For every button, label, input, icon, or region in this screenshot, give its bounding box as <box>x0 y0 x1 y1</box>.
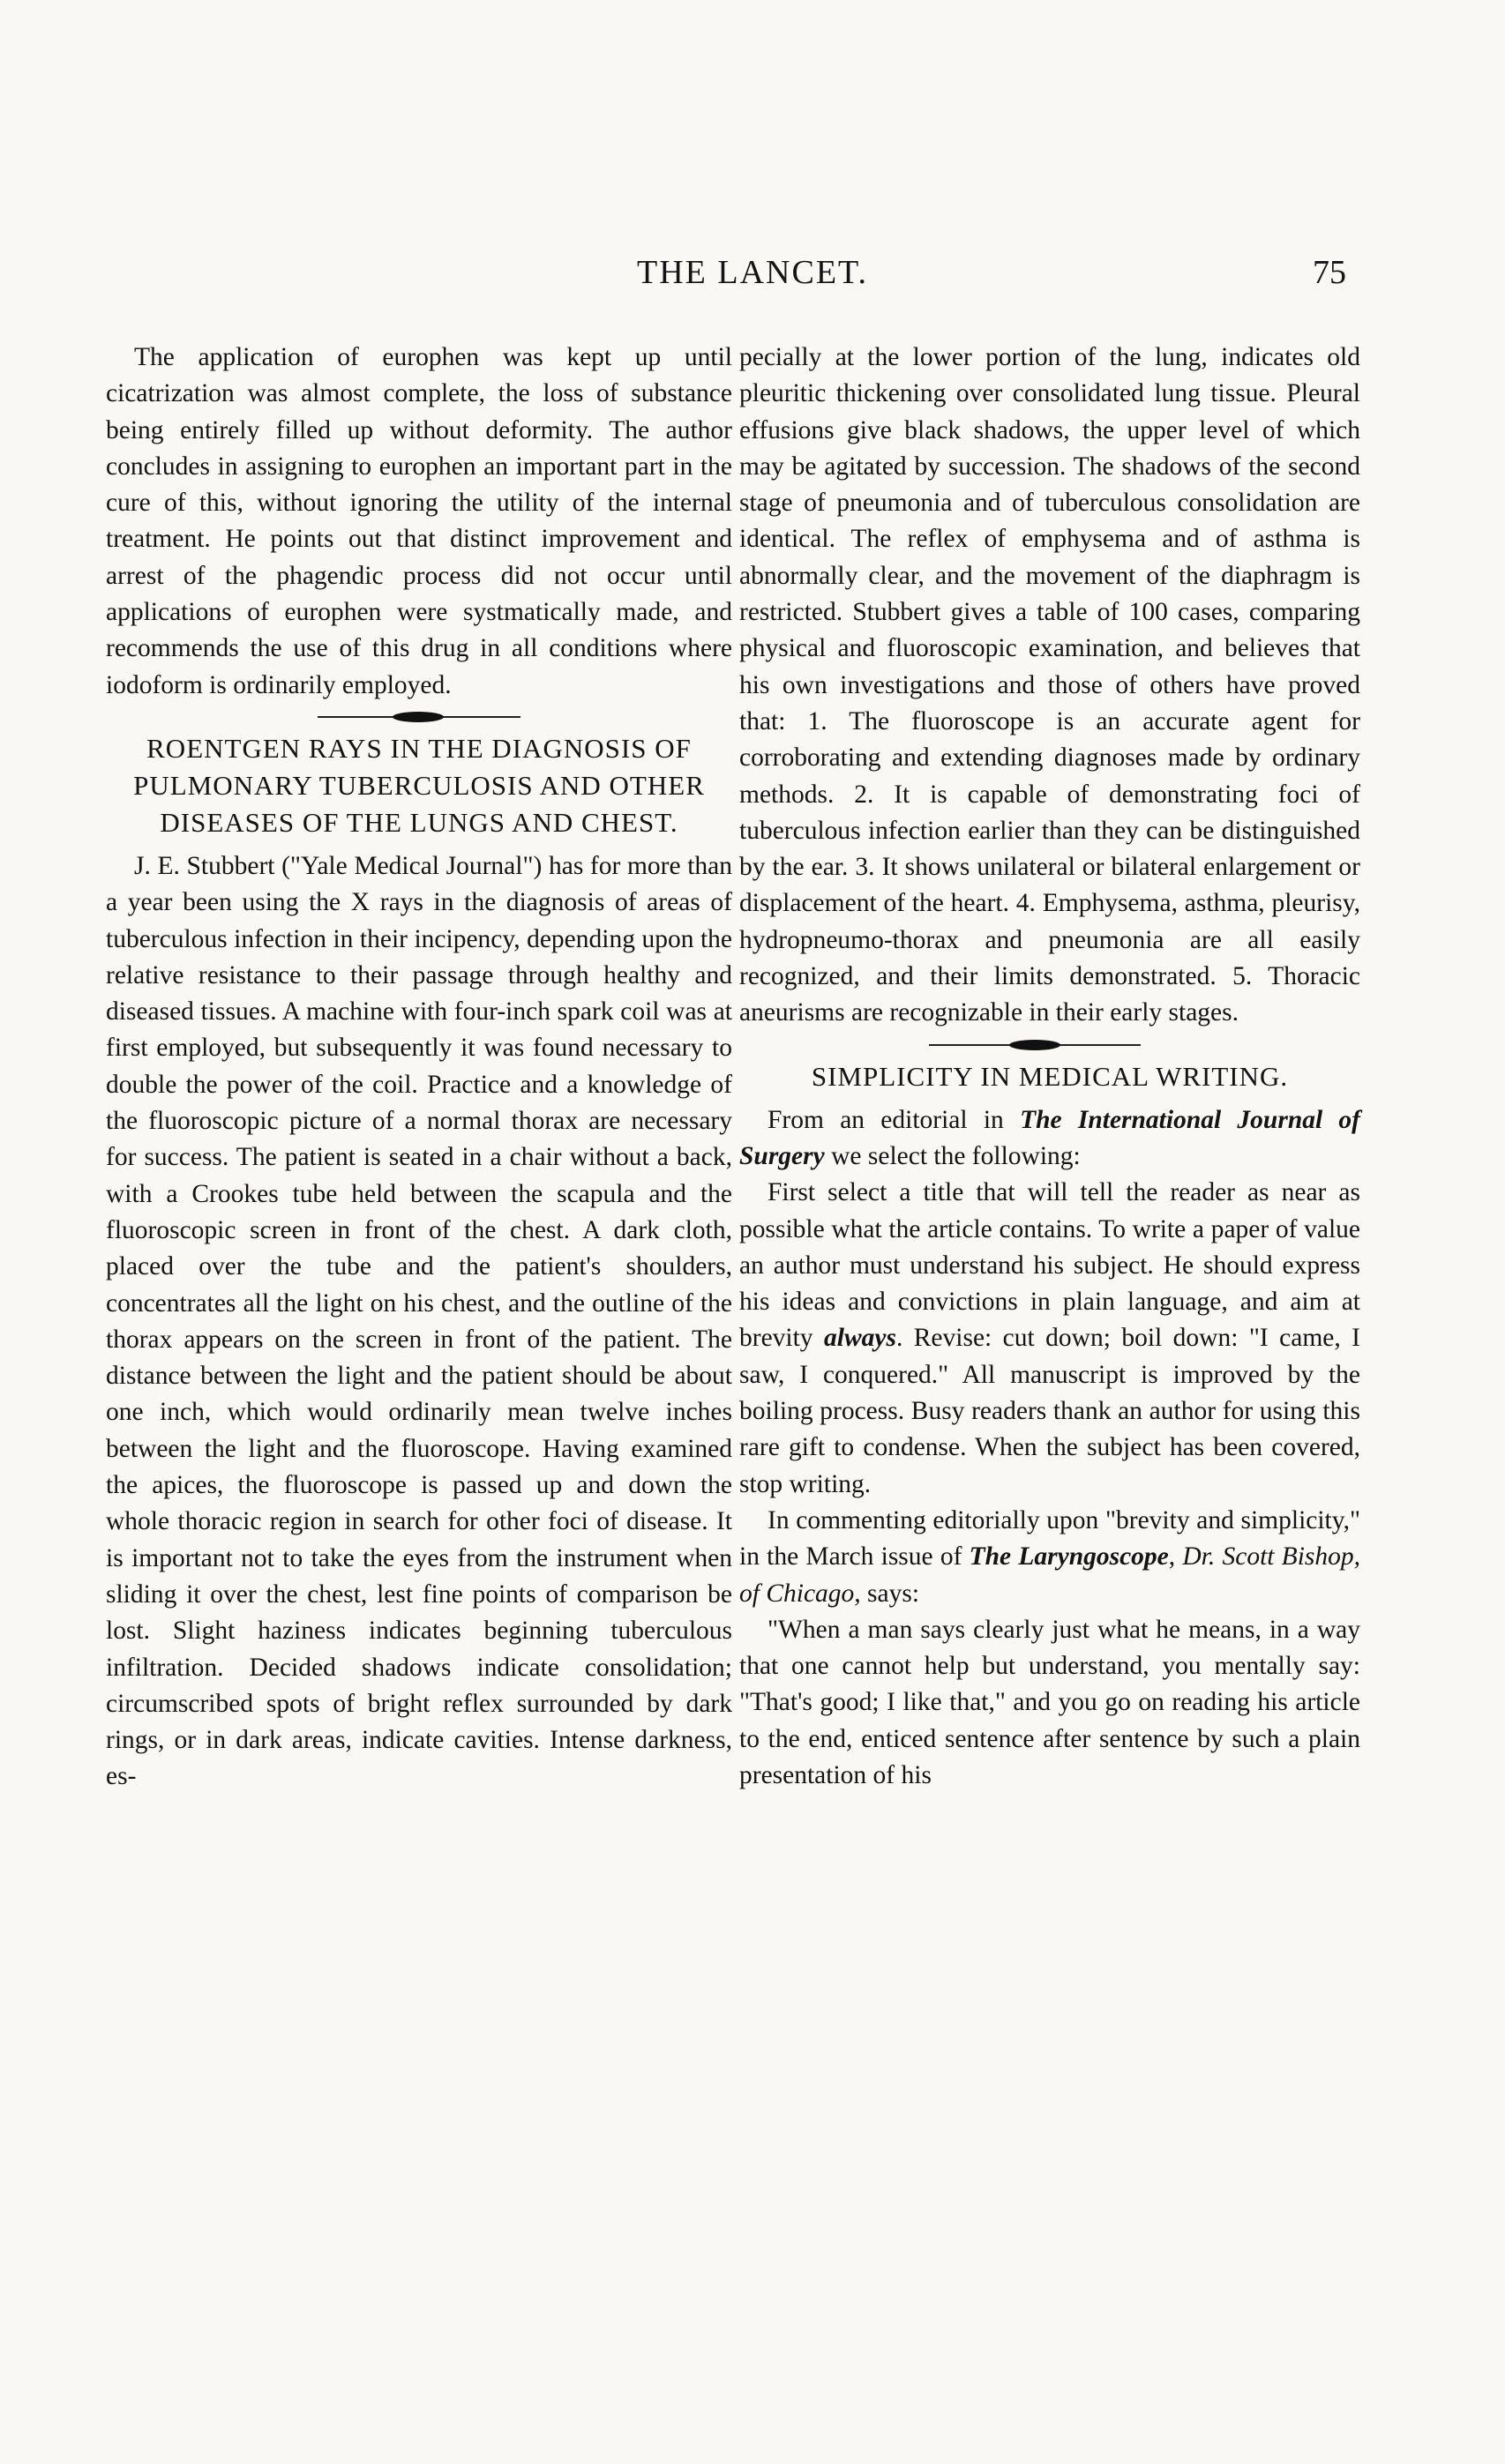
quote-paragraph: "When a man says clearly just what he means, in a way that one cannot help but understand, you mentally say: "That's good; I like that," and you go on reading his article to the end, enticed sentence after sentence by such a plain presentation of his <box>739 1615 1360 1789</box>
roentgen-heading: ROENTGEN RAYS IN THE DIAGNOSIS OF PULMONARY TUBERCULOSIS AND OTHER DISEASES OF THE LUNGS AND CHEST. <box>133 732 705 838</box>
advice-text-b: . Revise: cut down; boil down: "I came, I saw, I conquered." All manuscript is improved by the boiling process. Busy readers thank an author for using this rare gift to condense. When the subject has been covered, stop writing. <box>739 1324 1360 1498</box>
laryngoscope-text-a: In commenting editorially upon "brevity and simplicity," in the March issue of <box>739 1505 1360 1572</box>
roentgen-paragraph: J. E. Stubbert ("Yale Medical Journal") has for more than a year been using the X rays in the diagnosis of areas of tuberculous infection in their incipency, depending upon the relative resistance to their passage through healthy and diseased tissues. A machine with four-inch spark coil was at first employed, but subsequently it was found necessary to double the power of the coil. Practice and a knowledge of the fluoroscopic picture of a normal thorax are necessary for success. The patient is seated in a chair without a back, with a Crookes tube held between the scapula and the fluoroscopic screen in front of the chest. A dark cloth, placed over the tube and the patient's shoulders, concentrates all the light on his chest, and the outline of the thorax appears on the screen in front of the patient. The distance between the light and the patient should be about one inch, which would ordinarily mean twelve inches between the light and the fluoroscope. Having examined the apices, the fluoroscope is passed up and down the whole thoracic region in search for other foci of disease. It is important not to take the eyes from the instrument when sliding it over the chest, lest fine points of comparison be lost. Slight haziness indicates beginning tuberculous infiltration. Decided shadows indicate consolidation; circumscribed spots of bright reflex surrounded by dark rings, or in dark areas, indicate cavities. Intense darkness, es- <box>106 851 732 1791</box>
laryngoscope-sep: , <box>1168 1542 1183 1572</box>
journal-title: THE LANCET. <box>637 254 868 291</box>
editorial-intro-text: From an editorial in <box>767 1105 1021 1134</box>
roentgen-continuation-paragraph: pecially at the lower portion of the lung, indicates old pleuritic thickening over consolidated lung tissue. Pleural effusions give black shadows, the upper level of which may be agitated by succession. The shadows of the second stage of pneumonia and of tuberculous consolidation are identical. The reflex of emphysema and of asthma is abnormally clear, and the movement of the diaphragm is restricted. Stubbert gives a table of 100 cases, comparing physical and fluoroscopic examination, and believes that his own investigations and those of others have proved that: 1. The fluoroscope is an accurate agent for corroborating and extending diagnoses made by ordinary methods. 2. It is capable of demonstrating foci of tuberculous infection earlier than they can be distinguished by the ear. 3. It shows unilateral or bilateral enlargement or displacement of the heart. 4. Emphysema, asthma, pleurisy, hydropneumo-thorax and pneumonia are all easily recognized, and their limits demonstrated. 5. Thoracic aneurisms are recognizable in their early stages. <box>739 343 1360 1027</box>
europhen-paragraph: The application of europhen was kept up until cicatrization was almost complete, the loss of substance being entirely filled up without deformity. The author concludes in assigning to europhen an important part in the cure of this, without ignoring the utility of the internal treatment. He points out that distinct improvement and arrest of the phagendic process did not occur until applications of europhen were systmatically made, and recommends the use of this drug in all conditions where iodoform is ordinarily employed. <box>106 343 732 699</box>
laryngoscope-author: Dr. Scott Bishop, of Chicago, <box>739 1542 1360 1608</box>
section-divider <box>106 707 732 727</box>
page-number: 75 <box>1313 254 1346 291</box>
laryngoscope-journal: The Laryngoscope <box>969 1542 1169 1572</box>
section-divider <box>739 1035 1360 1055</box>
laryngoscope-paragraph <box>739 1503 1360 1612</box>
advice-text-a: First select a title that will tell the reader as near as possible what the article contains. To write a paper of value an author must understand his subject. He should express his ideas and convictions in plain language, and aim at brevity <box>739 1178 1360 1353</box>
emphasis-always: always <box>824 1324 896 1353</box>
running-head <box>159 253 1346 297</box>
editorial-intro-paragraph <box>739 1102 1360 1176</box>
journal-name: The International Journal of Surgery <box>739 1105 1361 1170</box>
right-column <box>739 340 1360 1794</box>
writing-advice-paragraph <box>739 1175 1360 1503</box>
left-column <box>106 340 732 1796</box>
editorial-intro-end: we select the following: <box>824 1141 1081 1170</box>
divider-ornament <box>393 712 444 722</box>
divider-ornament <box>1009 1040 1060 1050</box>
laryngoscope-text-b: says: <box>860 1579 920 1608</box>
simplicity-heading: SIMPLICITY IN MEDICAL WRITING. <box>811 1060 1289 1092</box>
